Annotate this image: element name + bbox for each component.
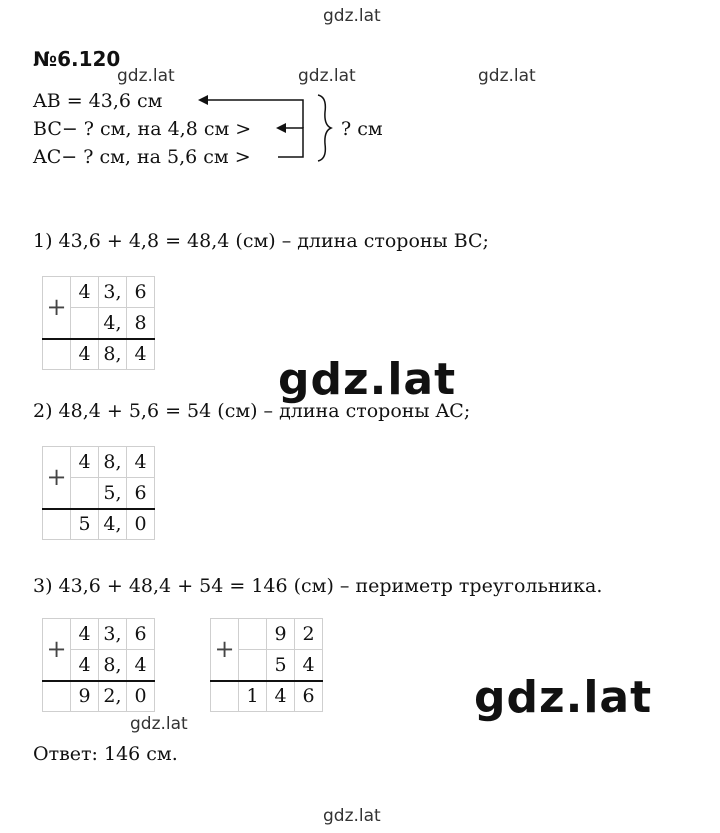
condition-line-bc: BC− ? см, на 4,8 см > <box>33 118 252 140</box>
digit-cell: 3, <box>99 277 127 308</box>
brace <box>318 95 331 161</box>
digit-cell: 3, <box>99 619 127 650</box>
watermark: gdz.lat <box>117 66 175 86</box>
digit-cell: 6 <box>127 478 155 509</box>
digit-cell: 4 <box>127 650 155 681</box>
digit-cell: 4 <box>71 277 99 308</box>
digit-cell: 4 <box>71 447 99 478</box>
column-addition-3 <box>42 618 155 712</box>
condition-line-ac: AC− ? см, на 5,6 см > <box>33 146 251 168</box>
condition-line-ab: AB = 43,6 см <box>33 90 163 112</box>
digit-cell: 4 <box>127 447 155 478</box>
digit-cell <box>211 681 239 712</box>
plus-sign: + <box>43 447 71 509</box>
digit-cell <box>71 478 99 509</box>
watermark: gdz.lat <box>278 354 457 405</box>
digit-cell: 4, <box>99 308 127 339</box>
watermark: gdz.lat <box>474 672 653 723</box>
watermark: gdz.lat <box>298 66 356 86</box>
digit-cell: 8 <box>127 308 155 339</box>
watermark: gdz.lat <box>478 66 536 86</box>
step-2: 2) 48,4 + 5,6 = 54 (см) – длина стороны AC; <box>33 400 471 422</box>
digit-cell <box>71 308 99 339</box>
arrowhead-ab <box>198 95 208 105</box>
digit-cell: 4 <box>71 619 99 650</box>
arrowhead-bc <box>276 123 286 133</box>
digit-cell: 9 <box>267 619 295 650</box>
digit-cell <box>43 339 71 370</box>
arrow-to-ab <box>206 100 303 128</box>
result-cell: 8, <box>99 339 127 370</box>
result-cell: 0 <box>127 681 155 712</box>
digit-cell <box>239 650 267 681</box>
digit-cell: 8, <box>99 650 127 681</box>
watermark: gdz.lat <box>323 6 381 26</box>
digit-cell: 5, <box>99 478 127 509</box>
column-addition-2 <box>42 446 155 540</box>
result-cell: 0 <box>127 509 155 540</box>
digit-cell: 2 <box>295 619 323 650</box>
result-cell: 4 <box>267 681 295 712</box>
digit-cell: 4 <box>295 650 323 681</box>
step-1: 1) 43,6 + 4,8 = 48,4 (см) – длина стороны BC; <box>33 230 489 252</box>
digit-cell <box>43 509 71 540</box>
digit-cell: 4 <box>71 650 99 681</box>
column-addition-1 <box>42 276 155 370</box>
result-cell: 2, <box>99 681 127 712</box>
result-cell: 1 <box>239 681 267 712</box>
watermark: gdz.lat <box>130 714 188 734</box>
step-3: 3) 43,6 + 48,4 + 54 = 146 (см) – периметр треугольника. <box>33 575 603 597</box>
digit-cell: 6 <box>127 619 155 650</box>
problem-number: №6.120 <box>33 47 121 71</box>
result-cell: 4 <box>127 339 155 370</box>
digit-cell: 8, <box>99 447 127 478</box>
answer: Ответ: 146 см. <box>33 743 178 765</box>
watermark: gdz.lat <box>323 806 381 826</box>
result-cell: 5 <box>71 509 99 540</box>
digit-cell: 6 <box>127 277 155 308</box>
brace-label: ? см <box>341 118 383 140</box>
result-cell: 6 <box>295 681 323 712</box>
digit-cell <box>239 619 267 650</box>
result-cell: 4, <box>99 509 127 540</box>
result-cell: 9 <box>71 681 99 712</box>
digit-cell: 5 <box>267 650 295 681</box>
arrow-to-bc <box>278 128 303 157</box>
result-cell: 4 <box>71 339 99 370</box>
plus-sign: + <box>211 619 239 681</box>
column-addition-4 <box>210 618 323 712</box>
plus-sign: + <box>43 619 71 681</box>
plus-sign: + <box>43 277 71 339</box>
digit-cell <box>43 681 71 712</box>
